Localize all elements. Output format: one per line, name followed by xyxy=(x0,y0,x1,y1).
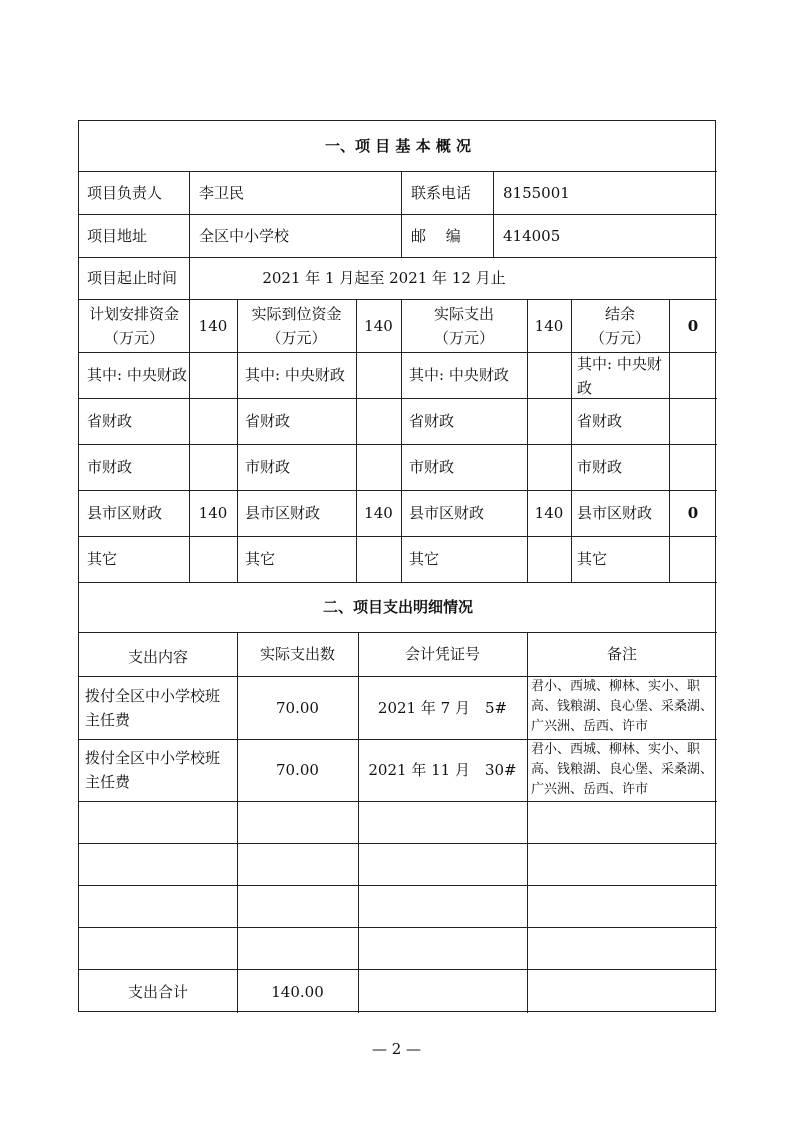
fund-value-balance: 0 xyxy=(687,317,699,335)
page-number: — 2 — xyxy=(371,1040,422,1058)
row-line xyxy=(79,299,717,300)
fund-row-city-label: 市财政 xyxy=(409,458,455,476)
detail-item-voucher: 2021 年 7 月 5# xyxy=(377,699,508,717)
fund-row-county-label: 县市区财政 xyxy=(245,504,321,522)
fund-value-planned: 140 xyxy=(198,317,228,335)
detail-item-amount: 70.00 xyxy=(276,699,319,717)
fund-row-province-label: 省财政 xyxy=(577,412,623,430)
detail-col-content: 支出内容 xyxy=(127,648,188,666)
period-label: 项目起止时间 xyxy=(87,269,178,287)
fund-row-county-value: 140 xyxy=(198,504,228,522)
col-line xyxy=(189,171,190,257)
fund-header-planned: 计划安排资金 xyxy=(88,305,179,323)
fund-header-balance: 结余 xyxy=(604,305,635,323)
fund-row-province-label: 省财政 xyxy=(87,412,133,430)
fund-row-other-label: 其它 xyxy=(577,550,608,568)
row-line xyxy=(79,969,717,970)
detail-item-note: 君小、西城、柳林、实小、职高、钱粮湖、良心堡、采桑湖、广兴洲、岳西、许市 xyxy=(531,679,714,734)
col-line xyxy=(356,299,357,582)
detail-item-voucher: 2021 年 11 月 30# xyxy=(368,761,517,779)
col-line xyxy=(358,632,359,1013)
address-value: 全区中小学校 xyxy=(199,227,290,245)
row-line xyxy=(79,801,717,802)
fund-row-county-label: 县市区财政 xyxy=(409,504,485,522)
period-value: 2021 年 1 月起至 2021 年 12 月止 xyxy=(262,269,506,287)
fund-row-county-label: 县市区财政 xyxy=(87,504,163,522)
fund-row-county-value: 140 xyxy=(364,504,393,522)
fund-row-other-label: 其它 xyxy=(409,550,440,568)
section-title-basic: 一、项 目 基 本 概 况 xyxy=(324,137,472,155)
row-line xyxy=(79,214,717,215)
fund-header-unit: （万元） xyxy=(103,329,164,347)
col-line xyxy=(527,299,528,582)
fund-row-city-label: 市财政 xyxy=(245,458,291,476)
address-label: 项目地址 xyxy=(87,227,148,245)
detail-item-note: 君小、西城、柳林、实小、职高、钱粮湖、良心堡、采桑湖、广兴洲、岳西、许市 xyxy=(531,742,714,797)
fund-row-other-label: 其它 xyxy=(245,550,276,568)
total-label: 支出合计 xyxy=(127,983,188,1001)
fund-header-unit: （万元） xyxy=(589,329,650,347)
detail-item-amount: 70.00 xyxy=(276,761,319,779)
col-line xyxy=(237,632,238,1013)
row-line xyxy=(79,257,717,258)
col-line xyxy=(189,299,190,582)
fund-header-unit: （万元） xyxy=(266,329,327,347)
fund-row-central-label: 其中: 中央财政 xyxy=(577,355,662,397)
fund-row-county-label: 县市区财政 xyxy=(577,504,653,522)
row-line xyxy=(79,536,717,537)
postcode-value: 414005 xyxy=(503,227,561,245)
col-line xyxy=(527,632,528,1013)
fund-row-city-label: 市财政 xyxy=(87,458,133,476)
owner-value: 李卫民 xyxy=(199,184,245,202)
detail-item-content: 拨付全区中小学校班主任费 xyxy=(85,687,221,729)
row-line xyxy=(79,885,717,886)
fund-row-county-value: 140 xyxy=(534,504,564,522)
fund-header-unit: （万元） xyxy=(433,329,494,347)
row-line xyxy=(79,490,717,491)
fund-row-province-label: 省财政 xyxy=(409,412,455,430)
row-line xyxy=(79,444,717,445)
detail-col-voucher: 会计凭证号 xyxy=(404,645,480,663)
fund-row-central-label: 其中: 中央财政 xyxy=(245,366,345,384)
row-line xyxy=(79,171,717,172)
col-line xyxy=(493,171,494,257)
detail-col-amount: 实际支出数 xyxy=(259,645,335,663)
section-title-detail: 二、项目支出明细情况 xyxy=(322,598,473,616)
col-line xyxy=(669,299,670,582)
phone-label: 联系电话 xyxy=(411,184,472,202)
detail-col-note: 备注 xyxy=(606,645,637,663)
detail-item-content: 拨付全区中小学校班主任费 xyxy=(85,749,221,791)
total-value: 140.00 xyxy=(271,983,324,1001)
fund-header-spent: 实际支出 xyxy=(433,305,494,323)
owner-label: 项目负责人 xyxy=(87,184,163,202)
fund-row-central-label: 其中: 中央财政 xyxy=(409,366,509,384)
postcode-label: 邮 编 xyxy=(411,227,461,245)
project-form-table xyxy=(78,120,716,1012)
fund-value-spent: 140 xyxy=(534,317,564,335)
row-line xyxy=(79,843,717,844)
row-line xyxy=(79,632,717,633)
fund-row-central-label: 其中: 中央财政 xyxy=(87,366,187,384)
fund-row-city-label: 市财政 xyxy=(577,458,623,476)
fund-row-county-value: 0 xyxy=(687,504,699,522)
fund-row-other-label: 其它 xyxy=(87,550,118,568)
fund-header-received: 实际到位资金 xyxy=(251,305,342,323)
row-line xyxy=(79,927,717,928)
phone-value: 8155001 xyxy=(503,184,570,202)
fund-row-province-label: 省财政 xyxy=(245,412,291,430)
fund-value-received: 140 xyxy=(364,317,393,335)
col-line xyxy=(401,171,402,257)
row-line xyxy=(79,582,717,583)
